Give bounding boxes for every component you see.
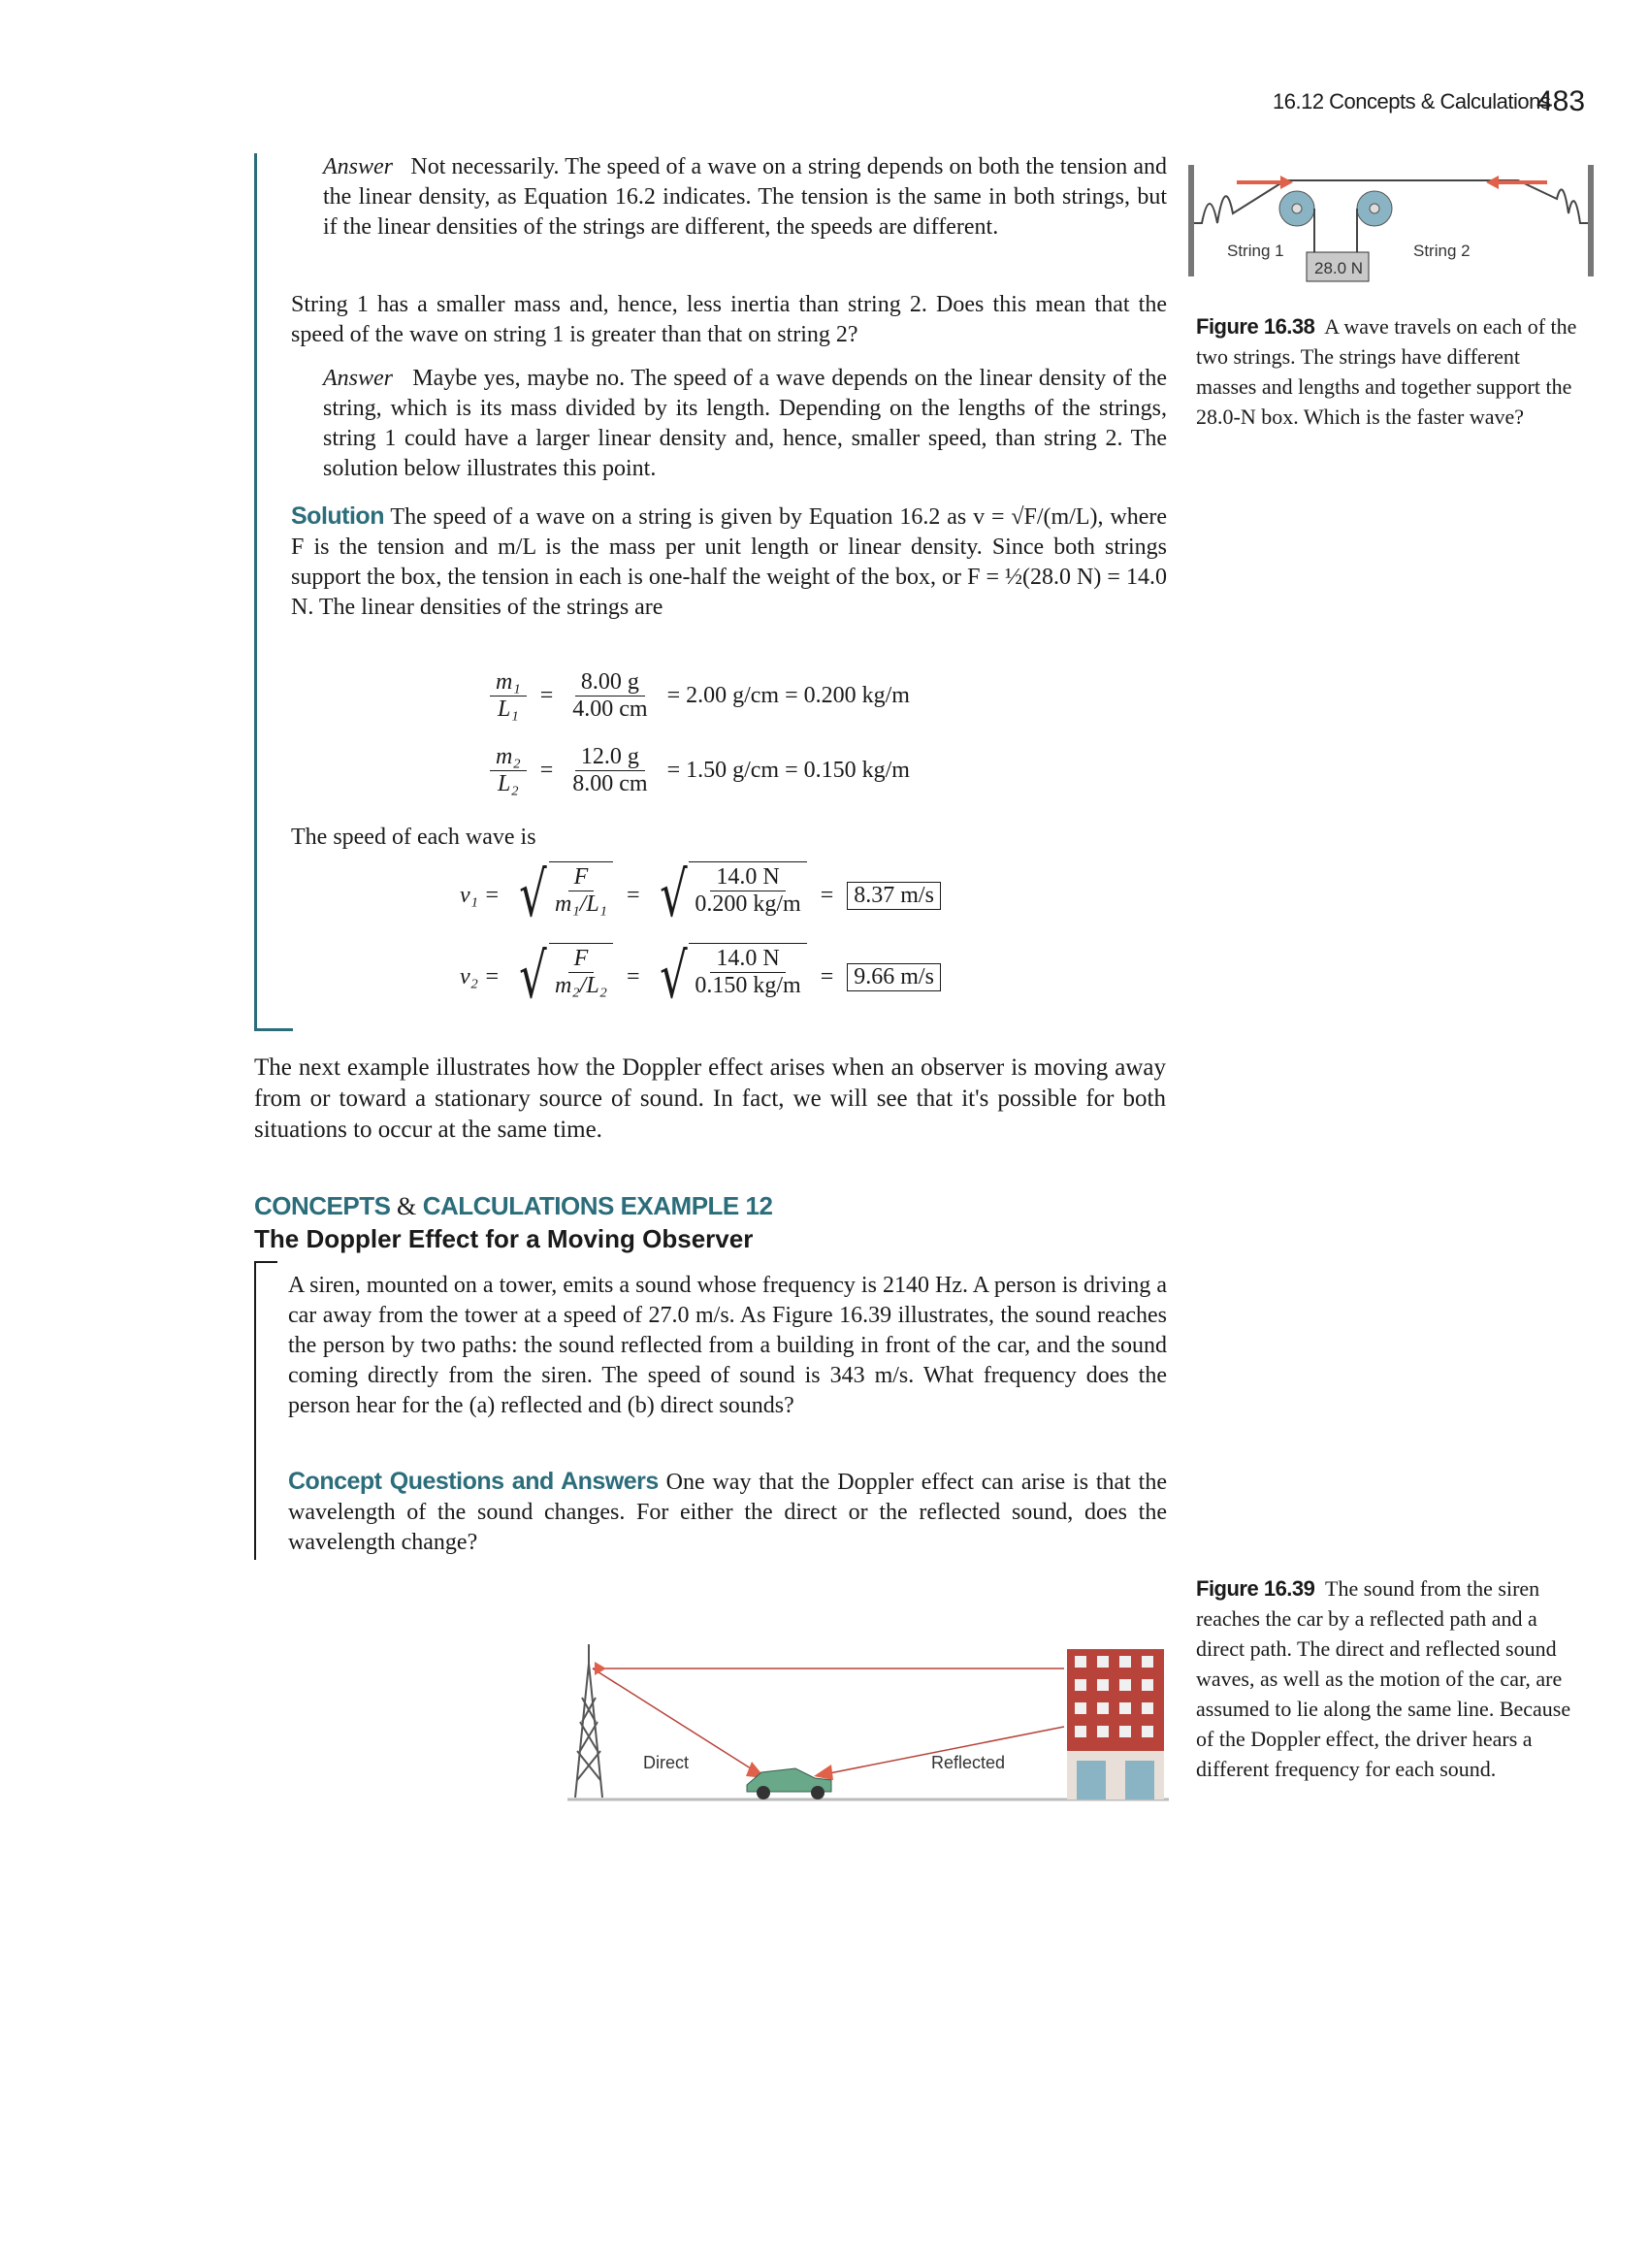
example-12-title: The Doppler Effect for a Moving Observer	[254, 1224, 754, 1253]
concept-questions-text: One way that the Doppler effect can arise is that the wavelength of the sound changes. For either the direct or the reflected sound, does the wavelength change?	[288, 1470, 1168, 1555]
answer-box: 9.66 m/s	[847, 963, 941, 991]
box-label: 28.0 N	[1314, 259, 1364, 277]
caption-text: A wave travels on each of the two strings. The strings have different masses and lengths and together support the 28.0-N box. Which is the faster wave?	[1196, 314, 1577, 429]
figure-16-39-illustration	[567, 1644, 1169, 1809]
figure-16-38-caption	[1196, 311, 1584, 432]
example-side-bar	[254, 153, 257, 1031]
string-2-label: String 2	[1413, 242, 1471, 260]
answer-text: Maybe yes, maybe no. The speed of a wave depends on the linear density of the string, which is its mass divided by its length. Depending on the lengths of the strings, string 1 could have a larger linear density and, hence, smaller speed, than string 2. The solution below illustrates this point.	[323, 366, 1168, 481]
figure-label: Figure 16.39	[1196, 1576, 1315, 1601]
figure-16-39-caption	[1196, 1573, 1584, 1784]
example-12-kicker: CONCEPTS & CALCULATIONS EXAMPLE 12	[254, 1191, 773, 1220]
reflected-arrow	[814, 1765, 833, 1780]
density-equation-2: $\frac{\text{m₂}}{\text{L₂}}$ = $\frac{12.0 g}{8.00 cm}$ = 1.50 g/cm = 0.150 kg/m	[490, 744, 910, 797]
reflected-label: Reflected	[931, 1753, 1006, 1772]
right-wall	[1588, 165, 1594, 276]
answer-text: Not necessarily. The speed of a wave on a string depends on both the tension and the linear density, as Equation 16.2 indicates. The tension is the same in both strings, but if the linear densities of the strings are different, the speeds are different.	[323, 154, 1168, 240]
direct-label: Direct	[643, 1753, 690, 1772]
solution-paragraph	[291, 502, 1167, 623]
example-12-problem: A siren, mounted on a tower, emits a sound whose frequency is 2140 Hz. A person is driving a car away from the tower at a speed of 27.0 m/s. As Figure 16.39 illustrates, the sound reaches the person by two paths: the sound reflected from a building in front of the car, and the sound coming directly from the siren. The speed of sound is 343 m/s. What frequency does the person hear for the (a) reflected and (b) direct sounds?	[288, 1273, 1167, 1418]
building	[1067, 1649, 1164, 1799]
transition-paragraph: The next example illustrates how the Doppler effect arises when an observer is moving away from or toward a stationary source of sound. In fact, we will see that it's possible for both situations to occur at the same time.	[254, 1054, 1166, 1143]
example-side-bar-foot	[254, 1028, 293, 1031]
concept-questions	[288, 1467, 1167, 1558]
solution-label: Solution	[291, 502, 384, 530]
solution-body: v = √F/(m/L), where F is the tension and m/L is the mass per unit length or linear density. Since both strings support the box, the tension in each is one-half the weight of the box, or F = ½(28.0 N) = 14.0 N. The linear densities of the strings are	[291, 504, 1168, 620]
concept-questions-label: Concept Questions and Answers	[288, 1468, 659, 1495]
answer-label: Answer	[323, 154, 393, 179]
speed-intro: The speed of each wave is	[291, 825, 536, 850]
speed-equation-2: v₂ = √ $\frac{F}{\text{m₂/L₂}}$ = √ $\frac{14.0 N}{0.150 kg/m}$ = 9.66 m/s	[460, 943, 941, 1011]
answer-1	[323, 152, 1167, 243]
answer-box: 8.37 m/s	[847, 882, 941, 910]
density-equation-1: $\frac{\text{m₁}}{\text{L₁}}$ = $\frac{8.00 g}{4.00 cm}$ = 2.00 g/cm = 0.200 kg/m	[490, 669, 910, 723]
figure-label: Figure 16.38	[1196, 314, 1315, 339]
example-12-bracket	[254, 1261, 277, 1560]
answer-label: Answer	[323, 366, 393, 391]
left-wall	[1188, 165, 1194, 276]
page-number: 483	[1536, 85, 1586, 117]
figure-16-38-illustration	[1188, 155, 1596, 286]
solution-line1: The speed of a wave on a string is given by Equation 16.2 as	[390, 504, 967, 530]
running-header: 16.12 Concepts & Calculations	[1273, 89, 1551, 113]
question-2: String 1 has a smaller mass and, hence, less inertia than string 2. Does this mean that the speed of the wave on string 1 is greater than that on string 2?	[291, 292, 1167, 347]
speed-equation-1: v₁ = √ $\frac{F}{\text{m₁/L₁}}$ = √ $\frac{14.0 N}{0.200 kg/m}$ = 8.37 m/s	[460, 861, 941, 929]
string-2-wave	[1382, 180, 1588, 223]
caption-text: The sound from the siren reaches the car by a reflected path and a direct path. The direct and reflected sound waves, as well as the motion of the car, are assumed to lie along the same line. Because of the Doppler effect, the driver hears a different frequency for each sound.	[1196, 1576, 1571, 1781]
answer-2	[323, 364, 1167, 484]
string-1-label: String 1	[1227, 242, 1284, 260]
string-1-wave	[1194, 180, 1285, 223]
